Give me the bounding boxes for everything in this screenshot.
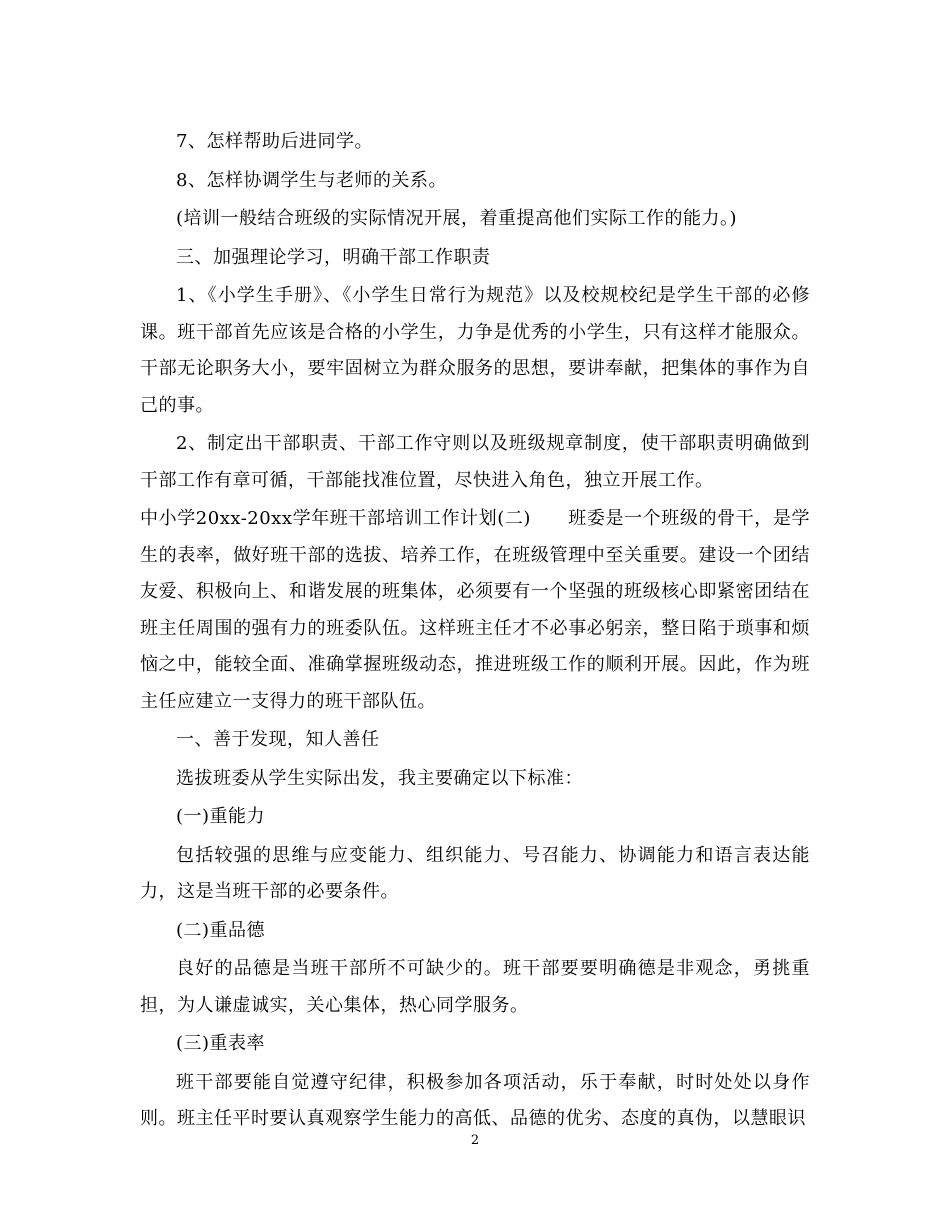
section-heading-1: 一、善于发现，知人善任: [176, 729, 380, 750]
subheading-morality: (二)重品德: [176, 919, 266, 941]
paragraph-selection-standards: 选拔班委从学生实际出发，我主要确定以下标准：: [176, 767, 583, 789]
paragraph-plan-two-intro: 中小学20xx-20xx学年班干部培训工作计划(二) 班委是一个班级的骨干，是学生的表率，做好班干部的选拔、培养工作，在班级管理中至关重要。建设一个团结友爱、积极向上、和谐发展的班集体，必须要有一个坚强的班级核心即紧密团结在班主任周围的强有力的班委队伍。这样班主任才不必事必躬亲，整日陷于琐事和烦恼之中，能较全面、准确掌握班级动态，推进班级工作的顺利开展。因此，作为班主任应建立一支得力的班干部队伍。: [140, 508, 810, 712]
paragraph-training-note: (培训一般结合班级的实际情况开展，着重提高他们实际工作的能力。): [176, 208, 738, 229]
document-body: [140, 124, 810, 1140]
paragraph-ability: 包括较强的思维与应变能力、组织能力、号召能力、协调能力和语言表达能力，这是当班干部的必要条件。: [140, 844, 810, 902]
paragraph-point-1: 1、《小学生手册》、《小学生日常行为规范》以及校规校纪是学生干部的必修课。班干部首先应该是合格的小学生，力争是优秀的小学生，只有这样才能服众。干部无论职务大小，要牢固树立为群众服务的思想，要讲奉献，把集体的事作为自己的事。: [140, 285, 810, 416]
subheading-ability: (一)重能力: [176, 806, 266, 827]
page-number: 2: [470, 1133, 480, 1148]
paragraph-example: 班干部要能自觉遵守纪律，积极参加各项活动，乐于奉献，时时处处以身作则。班主任平时要认真观察学生能力的高低、品德的优劣、态度的真伪，以慧眼识: [140, 1071, 810, 1129]
subheading-example: (三)重表率: [176, 1033, 266, 1054]
paragraph-morality: 良好的品德是当班干部所不可缺少的。班干部要要明确德是非观念，勇挑重担，为人谦虚诚实，关心集体，热心同学服务。: [140, 958, 810, 1016]
paragraph-item-8: 8、怎样协调学生与老师的关系。: [176, 169, 447, 191]
paragraph-point-2: 2、制定出干部职责、干部工作守则以及班级规章制度，使干部职责明确做到干部工作有章可循，干部能找准位置，尽快进入角色，独立开展工作。: [140, 433, 810, 491]
section-heading-3: 三、加强理论学习，明确干部工作职责: [176, 246, 491, 268]
paragraph-item-7: 7、怎样帮助后进同学。: [176, 131, 373, 152]
